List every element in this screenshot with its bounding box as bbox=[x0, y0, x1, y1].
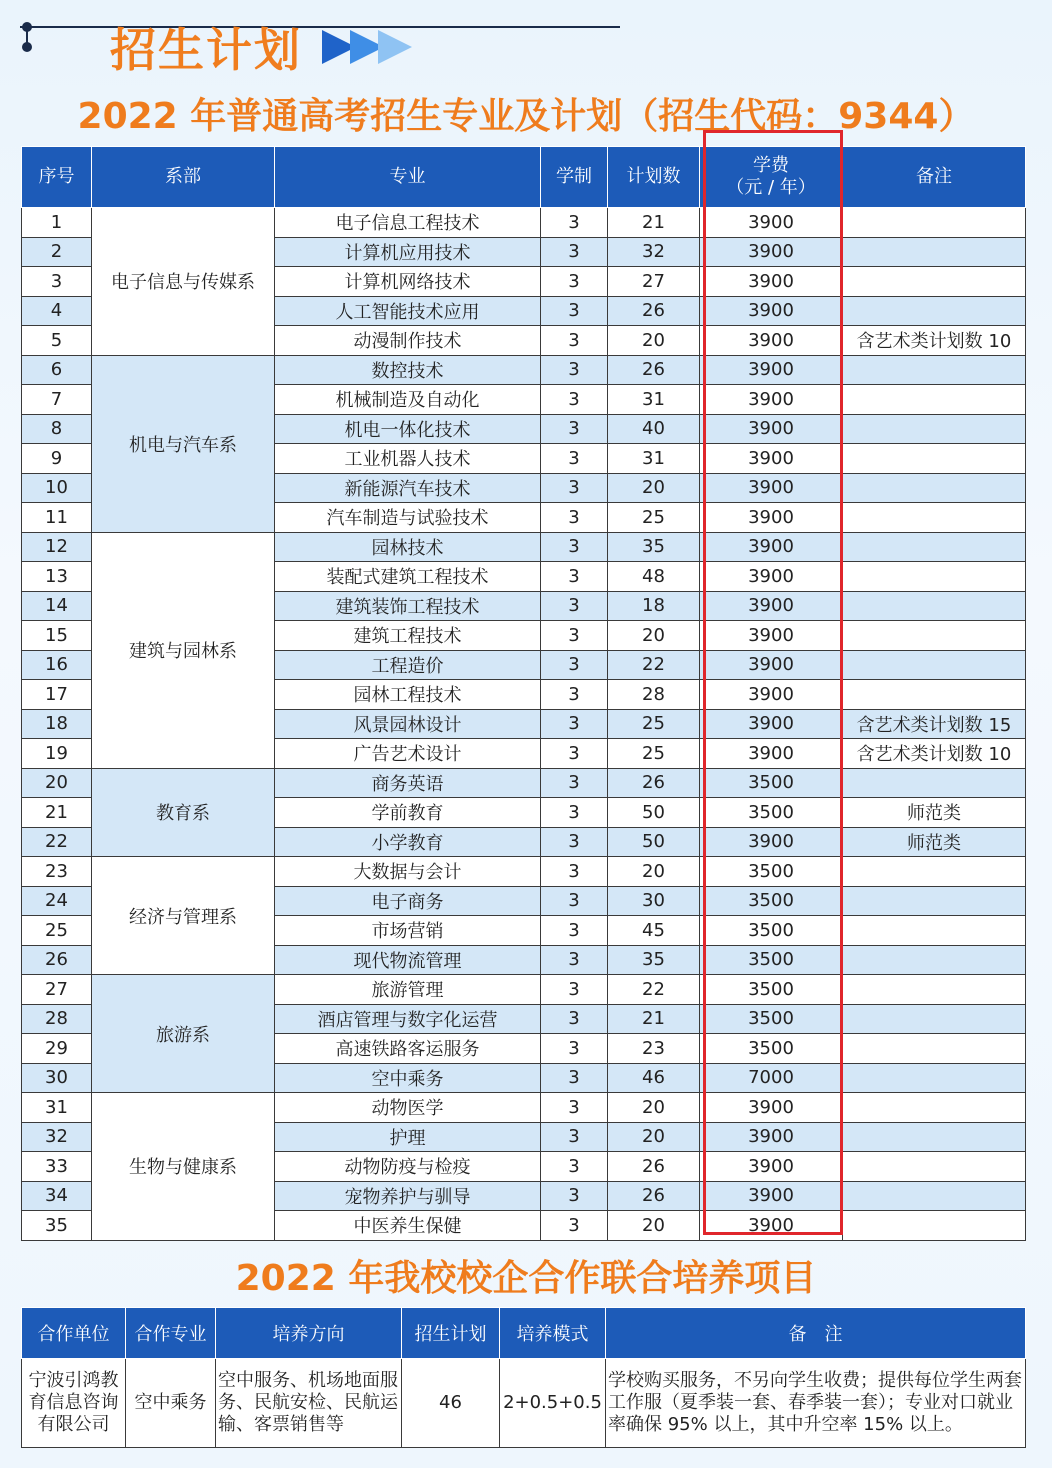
column-header-index: 序号 bbox=[22, 147, 92, 208]
note-cell bbox=[843, 1152, 1026, 1182]
major-cell: 市场营销 bbox=[275, 916, 541, 946]
plan-count-cell: 50 bbox=[608, 798, 700, 828]
duration-cell: 3 bbox=[541, 886, 608, 916]
duration-cell: 3 bbox=[541, 237, 608, 267]
duration-cell: 3 bbox=[541, 296, 608, 326]
row-index: 32 bbox=[22, 1122, 92, 1152]
plan-count-cell: 21 bbox=[608, 208, 700, 238]
note-cell bbox=[843, 296, 1026, 326]
row-index: 28 bbox=[22, 1004, 92, 1034]
duration-cell: 3 bbox=[541, 827, 608, 857]
plan-count-cell: 20 bbox=[608, 621, 700, 651]
note-cell: 含艺术类计划数 15 bbox=[843, 709, 1026, 739]
major-cell: 新能源汽车技术 bbox=[275, 473, 541, 503]
row-index: 19 bbox=[22, 739, 92, 769]
column-header-plan-count: 计划数 bbox=[608, 147, 700, 208]
coop-header-row bbox=[22, 1308, 1026, 1359]
coop-header-plan: 招生计划 bbox=[402, 1308, 500, 1359]
major-cell: 电子信息工程技术 bbox=[275, 208, 541, 238]
tuition-cell: 3900 bbox=[700, 1093, 843, 1123]
duration-cell: 3 bbox=[541, 768, 608, 798]
row-index: 26 bbox=[22, 945, 92, 975]
tuition-cell: 3900 bbox=[700, 680, 843, 710]
tuition-cell: 3900 bbox=[700, 532, 843, 562]
arrows-icon bbox=[322, 30, 406, 68]
note-cell bbox=[843, 1181, 1026, 1211]
department-cell: 机电与汽车系 bbox=[92, 355, 275, 532]
row-index: 33 bbox=[22, 1152, 92, 1182]
plan-count-cell: 46 bbox=[608, 1063, 700, 1093]
duration-cell: 3 bbox=[541, 414, 608, 444]
note-cell bbox=[843, 385, 1026, 415]
tuition-cell: 7000 bbox=[700, 1063, 843, 1093]
tuition-cell: 3500 bbox=[700, 1034, 843, 1064]
coop-row bbox=[22, 1359, 1026, 1448]
note-cell bbox=[843, 208, 1026, 238]
duration-cell: 3 bbox=[541, 798, 608, 828]
major-cell: 人工智能技术应用 bbox=[275, 296, 541, 326]
duration-cell: 3 bbox=[541, 739, 608, 769]
row-index: 18 bbox=[22, 709, 92, 739]
plan-count-cell: 35 bbox=[608, 532, 700, 562]
coop-title: 2022 年我校校企合作联合培养项目 bbox=[235, 1258, 817, 1299]
plan-count-cell: 31 bbox=[608, 385, 700, 415]
row-index: 35 bbox=[22, 1211, 92, 1241]
duration-cell: 3 bbox=[541, 355, 608, 385]
note-cell bbox=[843, 414, 1026, 444]
plan-count-cell: 25 bbox=[608, 739, 700, 769]
table-row bbox=[22, 532, 1026, 562]
major-cell: 计算机网络技术 bbox=[275, 267, 541, 297]
tuition-cell: 3500 bbox=[700, 857, 843, 887]
row-index: 11 bbox=[22, 503, 92, 533]
tuition-cell: 3900 bbox=[700, 709, 843, 739]
row-index: 7 bbox=[22, 385, 92, 415]
row-index: 23 bbox=[22, 857, 92, 887]
table-row bbox=[22, 208, 1026, 238]
major-cell: 现代物流管理 bbox=[275, 945, 541, 975]
plan-count-cell: 25 bbox=[608, 503, 700, 533]
plan-count-cell: 30 bbox=[608, 886, 700, 916]
note-cell bbox=[843, 886, 1026, 916]
note-cell bbox=[843, 621, 1026, 651]
duration-cell: 3 bbox=[541, 532, 608, 562]
tuition-cell: 3900 bbox=[700, 1181, 843, 1211]
enrollment-plan-table bbox=[21, 146, 1026, 1241]
tuition-cell: 3900 bbox=[700, 414, 843, 444]
tuition-cell: 3900 bbox=[700, 267, 843, 297]
duration-cell: 3 bbox=[541, 208, 608, 238]
plan-count-cell: 45 bbox=[608, 916, 700, 946]
major-cell: 计算机应用技术 bbox=[275, 237, 541, 267]
row-index: 2 bbox=[22, 237, 92, 267]
plan-count-cell: 20 bbox=[608, 857, 700, 887]
coop-partner: 宁波引鸿教育信息咨询有限公司 bbox=[22, 1359, 126, 1448]
major-cell: 学前教育 bbox=[275, 798, 541, 828]
tuition-cell: 3900 bbox=[700, 739, 843, 769]
major-cell: 工业机器人技术 bbox=[275, 444, 541, 474]
tuition-cell: 3500 bbox=[700, 945, 843, 975]
tuition-cell: 3900 bbox=[700, 650, 843, 680]
note-cell bbox=[843, 355, 1026, 385]
department-cell: 生物与健康系 bbox=[92, 1093, 275, 1241]
row-index: 31 bbox=[22, 1093, 92, 1123]
major-cell: 商务英语 bbox=[275, 768, 541, 798]
column-header-tuition: 学费 （元 / 年） bbox=[700, 147, 843, 208]
duration-cell: 3 bbox=[541, 473, 608, 503]
column-header-duration: 学制 bbox=[541, 147, 608, 208]
row-index: 25 bbox=[22, 916, 92, 946]
major-cell: 风景园林设计 bbox=[275, 709, 541, 739]
table-header-row bbox=[22, 147, 1026, 208]
note-cell bbox=[843, 1093, 1026, 1123]
note-cell bbox=[843, 768, 1026, 798]
plan-count-cell: 22 bbox=[608, 975, 700, 1005]
coop-plan: 46 bbox=[402, 1359, 500, 1448]
page-title: 2022 年普通高考招生专业及计划（招生代码：9344） bbox=[77, 96, 975, 137]
tuition-cell: 3900 bbox=[700, 1211, 843, 1241]
note-cell bbox=[843, 1063, 1026, 1093]
tuition-cell: 3900 bbox=[700, 591, 843, 621]
major-cell: 高速铁路客运服务 bbox=[275, 1034, 541, 1064]
row-index: 30 bbox=[22, 1063, 92, 1093]
tuition-cell: 3900 bbox=[700, 237, 843, 267]
tuition-cell: 3900 bbox=[700, 326, 843, 356]
note-cell: 师范类 bbox=[843, 827, 1026, 857]
coop-header-partner: 合作单位 bbox=[22, 1308, 126, 1359]
note-cell bbox=[843, 945, 1026, 975]
row-index: 1 bbox=[22, 208, 92, 238]
duration-cell: 3 bbox=[541, 591, 608, 621]
plan-count-cell: 20 bbox=[608, 1122, 700, 1152]
major-cell: 空中乘务 bbox=[275, 1063, 541, 1093]
tuition-cell: 3900 bbox=[700, 355, 843, 385]
major-cell: 机电一体化技术 bbox=[275, 414, 541, 444]
duration-cell: 3 bbox=[541, 650, 608, 680]
plan-count-cell: 20 bbox=[608, 326, 700, 356]
row-index: 4 bbox=[22, 296, 92, 326]
column-header-note: 备注 bbox=[843, 147, 1026, 208]
tuition-cell: 3900 bbox=[700, 621, 843, 651]
table-row bbox=[22, 857, 1026, 887]
major-cell: 动物防疫与检疫 bbox=[275, 1152, 541, 1182]
major-cell: 大数据与会计 bbox=[275, 857, 541, 887]
row-index: 15 bbox=[22, 621, 92, 651]
column-header-major: 专业 bbox=[275, 147, 541, 208]
plan-count-cell: 28 bbox=[608, 680, 700, 710]
duration-cell: 3 bbox=[541, 945, 608, 975]
row-index: 8 bbox=[22, 414, 92, 444]
table-row bbox=[22, 975, 1026, 1005]
row-index: 21 bbox=[22, 798, 92, 828]
duration-cell: 3 bbox=[541, 562, 608, 592]
major-cell: 中医养生保健 bbox=[275, 1211, 541, 1241]
major-cell: 动物医学 bbox=[275, 1093, 541, 1123]
plan-count-cell: 26 bbox=[608, 1152, 700, 1182]
department-cell: 旅游系 bbox=[92, 975, 275, 1093]
note-cell bbox=[843, 237, 1026, 267]
row-index: 13 bbox=[22, 562, 92, 592]
note-cell bbox=[843, 975, 1026, 1005]
plan-count-cell: 50 bbox=[608, 827, 700, 857]
plan-count-cell: 26 bbox=[608, 768, 700, 798]
plan-count-cell: 21 bbox=[608, 1004, 700, 1034]
note-cell: 师范类 bbox=[843, 798, 1026, 828]
coop-header-note: 备 注 bbox=[606, 1308, 1026, 1359]
major-cell: 动漫制作技术 bbox=[275, 326, 541, 356]
duration-cell: 3 bbox=[541, 1004, 608, 1034]
major-cell: 园林技术 bbox=[275, 532, 541, 562]
plan-count-cell: 25 bbox=[608, 709, 700, 739]
major-cell: 建筑装饰工程技术 bbox=[275, 591, 541, 621]
decorative-dot bbox=[22, 42, 32, 52]
table-row bbox=[22, 1093, 1026, 1123]
duration-cell: 3 bbox=[541, 709, 608, 739]
major-cell: 汽车制造与试验技术 bbox=[275, 503, 541, 533]
duration-cell: 3 bbox=[541, 267, 608, 297]
major-cell: 酒店管理与数字化运营 bbox=[275, 1004, 541, 1034]
tuition-cell: 3900 bbox=[700, 208, 843, 238]
row-index: 17 bbox=[22, 680, 92, 710]
plan-count-cell: 40 bbox=[608, 414, 700, 444]
section-title: 招生计划 bbox=[110, 23, 302, 77]
row-index: 27 bbox=[22, 975, 92, 1005]
plan-count-cell: 18 bbox=[608, 591, 700, 621]
plan-count-cell: 26 bbox=[608, 296, 700, 326]
major-cell: 工程造价 bbox=[275, 650, 541, 680]
tuition-cell: 3900 bbox=[700, 296, 843, 326]
row-index: 22 bbox=[22, 827, 92, 857]
note-cell bbox=[843, 680, 1026, 710]
note-cell bbox=[843, 650, 1026, 680]
plan-count-cell: 26 bbox=[608, 1181, 700, 1211]
plan-count-cell: 20 bbox=[608, 1211, 700, 1241]
coop-header-major: 合作专业 bbox=[126, 1308, 216, 1359]
note-cell bbox=[843, 503, 1026, 533]
tuition-cell: 3500 bbox=[700, 1004, 843, 1034]
tuition-cell: 3900 bbox=[700, 827, 843, 857]
duration-cell: 3 bbox=[541, 1152, 608, 1182]
plan-count-cell: 22 bbox=[608, 650, 700, 680]
duration-cell: 3 bbox=[541, 975, 608, 1005]
note-cell bbox=[843, 1034, 1026, 1064]
duration-cell: 3 bbox=[541, 1034, 608, 1064]
plan-count-cell: 27 bbox=[608, 267, 700, 297]
tuition-cell: 3900 bbox=[700, 385, 843, 415]
column-header-department: 系部 bbox=[92, 147, 275, 208]
major-cell: 机械制造及自动化 bbox=[275, 385, 541, 415]
duration-cell: 3 bbox=[541, 916, 608, 946]
row-index: 14 bbox=[22, 591, 92, 621]
coop-header-mode: 培养模式 bbox=[500, 1308, 606, 1359]
duration-cell: 3 bbox=[541, 444, 608, 474]
row-index: 9 bbox=[22, 444, 92, 474]
row-index: 6 bbox=[22, 355, 92, 385]
tuition-cell: 3900 bbox=[700, 473, 843, 503]
plan-count-cell: 32 bbox=[608, 237, 700, 267]
major-cell: 装配式建筑工程技术 bbox=[275, 562, 541, 592]
duration-cell: 3 bbox=[541, 1063, 608, 1093]
tuition-cell: 3500 bbox=[700, 798, 843, 828]
major-cell: 宠物养护与驯导 bbox=[275, 1181, 541, 1211]
coop-direction: 空中服务、机场地面服务、民航安检、民航运输、客票销售等 bbox=[216, 1359, 402, 1448]
tuition-cell: 3500 bbox=[700, 975, 843, 1005]
major-cell: 旅游管理 bbox=[275, 975, 541, 1005]
major-cell: 电子商务 bbox=[275, 886, 541, 916]
note-cell bbox=[843, 857, 1026, 887]
duration-cell: 3 bbox=[541, 680, 608, 710]
note-cell bbox=[843, 562, 1026, 592]
coop-header-direction: 培养方向 bbox=[216, 1308, 402, 1359]
major-cell: 园林工程技术 bbox=[275, 680, 541, 710]
major-cell: 护理 bbox=[275, 1122, 541, 1152]
plan-count-cell: 35 bbox=[608, 945, 700, 975]
department-cell: 经济与管理系 bbox=[92, 857, 275, 975]
department-cell: 电子信息与传媒系 bbox=[92, 208, 275, 356]
row-index: 10 bbox=[22, 473, 92, 503]
coop-mode: 2+0.5+0.5 bbox=[500, 1359, 606, 1448]
coop-major: 空中乘务 bbox=[126, 1359, 216, 1448]
table-body bbox=[22, 208, 1026, 1241]
duration-cell: 3 bbox=[541, 385, 608, 415]
major-cell: 数控技术 bbox=[275, 355, 541, 385]
tuition-cell: 3500 bbox=[700, 886, 843, 916]
tuition-cell: 3500 bbox=[700, 768, 843, 798]
plan-count-cell: 23 bbox=[608, 1034, 700, 1064]
tuition-cell: 3900 bbox=[700, 1122, 843, 1152]
note-cell bbox=[843, 532, 1026, 562]
tuition-cell: 3900 bbox=[700, 562, 843, 592]
note-cell bbox=[843, 591, 1026, 621]
row-index: 3 bbox=[22, 267, 92, 297]
duration-cell: 3 bbox=[541, 857, 608, 887]
row-index: 24 bbox=[22, 886, 92, 916]
tuition-cell: 3900 bbox=[700, 1152, 843, 1182]
note-cell bbox=[843, 473, 1026, 503]
major-cell: 广告艺术设计 bbox=[275, 739, 541, 769]
duration-cell: 3 bbox=[541, 326, 608, 356]
row-index: 16 bbox=[22, 650, 92, 680]
duration-cell: 3 bbox=[541, 503, 608, 533]
plan-count-cell: 48 bbox=[608, 562, 700, 592]
major-cell: 建筑工程技术 bbox=[275, 621, 541, 651]
note-cell bbox=[843, 916, 1026, 946]
duration-cell: 3 bbox=[541, 621, 608, 651]
coop-note: 学校购买服务，不另向学生收费；提供每位学生两套工作服（夏季装一套、春季装一套）；专业对口就业率确保 95% 以上，其中升空率 15% 以上。 bbox=[606, 1359, 1026, 1448]
duration-cell: 3 bbox=[541, 1181, 608, 1211]
duration-cell: 3 bbox=[541, 1093, 608, 1123]
note-cell bbox=[843, 444, 1026, 474]
cooperation-table bbox=[21, 1307, 1026, 1448]
table-row bbox=[22, 768, 1026, 798]
row-index: 20 bbox=[22, 768, 92, 798]
duration-cell: 3 bbox=[541, 1122, 608, 1152]
note-cell bbox=[843, 1211, 1026, 1241]
note-cell bbox=[843, 1122, 1026, 1152]
note-cell: 含艺术类计划数 10 bbox=[843, 739, 1026, 769]
tuition-cell: 3900 bbox=[700, 444, 843, 474]
department-cell: 建筑与园林系 bbox=[92, 532, 275, 768]
major-cell: 小学教育 bbox=[275, 827, 541, 857]
plan-count-cell: 31 bbox=[608, 444, 700, 474]
row-index: 34 bbox=[22, 1181, 92, 1211]
department-cell: 教育系 bbox=[92, 768, 275, 857]
tuition-cell: 3500 bbox=[700, 916, 843, 946]
row-index: 5 bbox=[22, 326, 92, 356]
decorative-dot bbox=[22, 22, 32, 32]
note-cell bbox=[843, 1004, 1026, 1034]
note-cell bbox=[843, 267, 1026, 297]
row-index: 29 bbox=[22, 1034, 92, 1064]
table-row bbox=[22, 355, 1026, 385]
duration-cell: 3 bbox=[541, 1211, 608, 1241]
plan-count-cell: 26 bbox=[608, 355, 700, 385]
plan-count-cell: 20 bbox=[608, 1093, 700, 1123]
row-index: 12 bbox=[22, 532, 92, 562]
plan-count-cell: 20 bbox=[608, 473, 700, 503]
note-cell: 含艺术类计划数 10 bbox=[843, 326, 1026, 356]
tuition-cell: 3900 bbox=[700, 503, 843, 533]
